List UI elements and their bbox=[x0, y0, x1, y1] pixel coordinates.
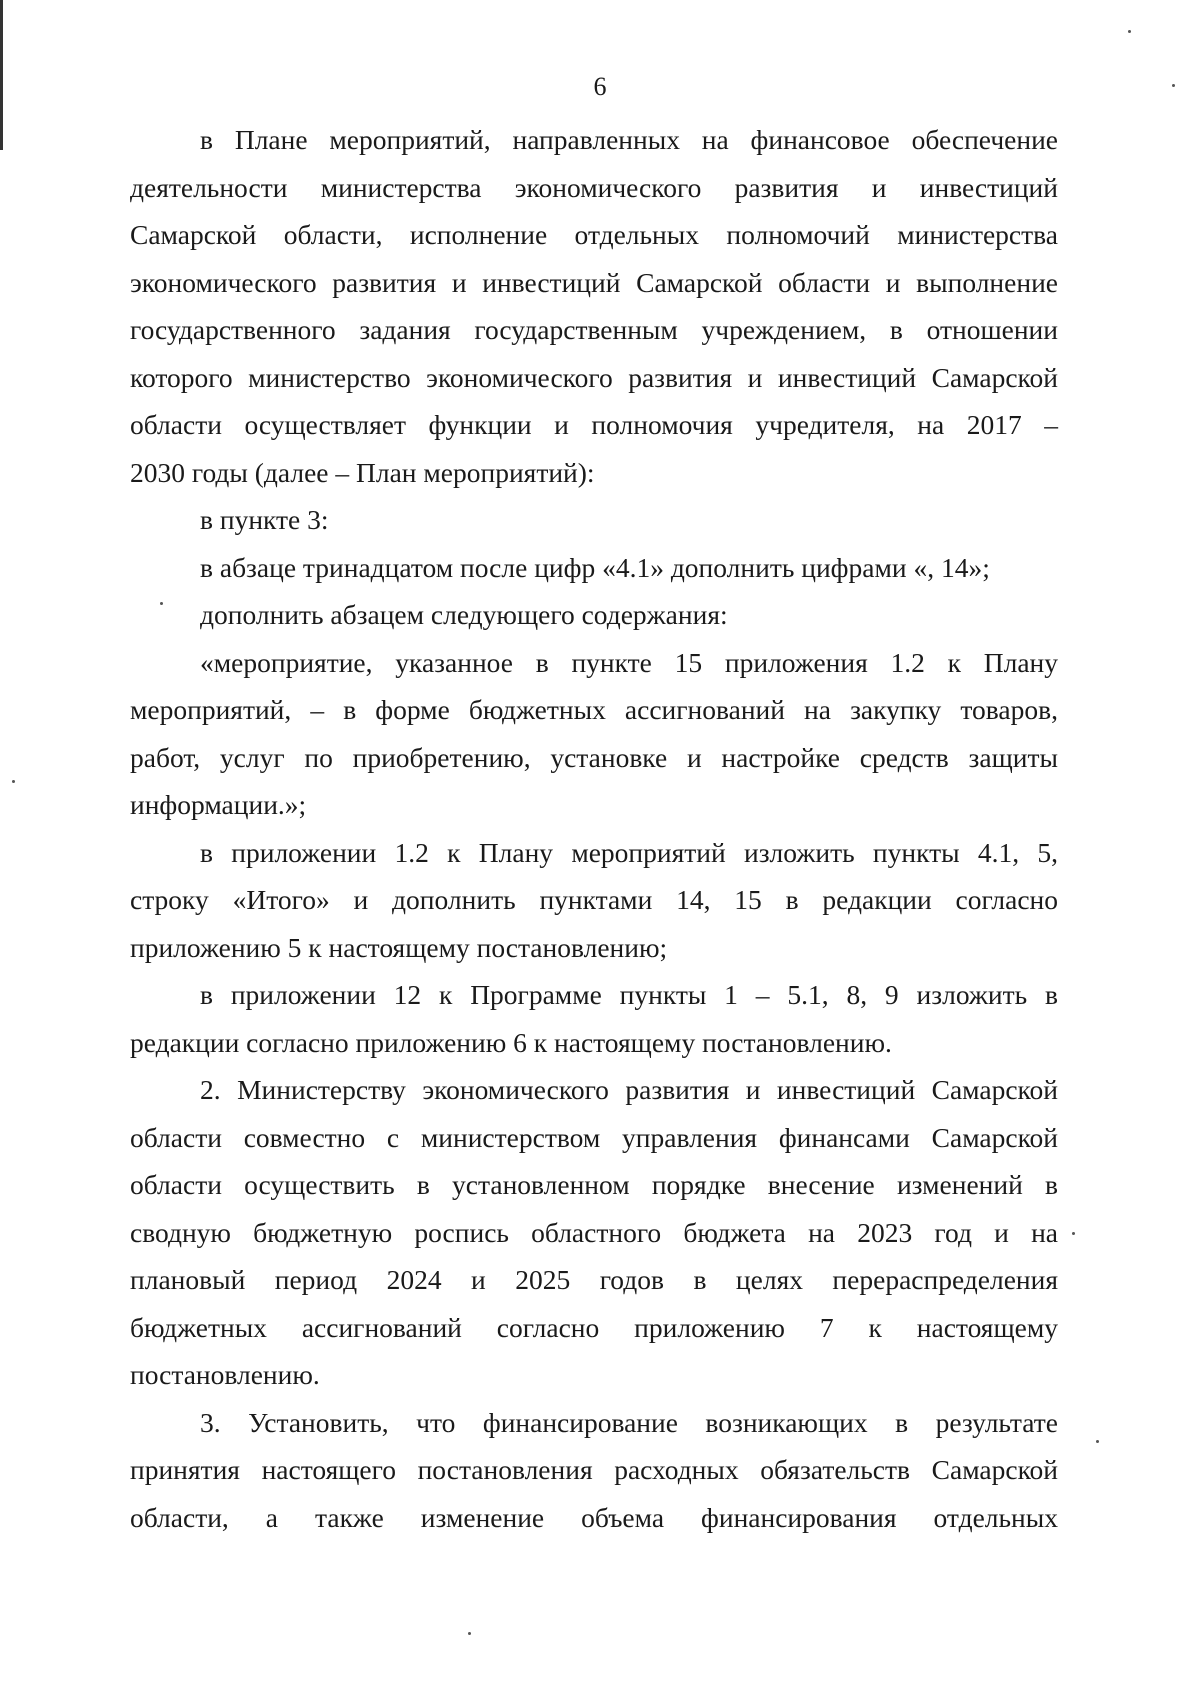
document-body bbox=[130, 116, 1058, 1541]
paragraph-point-3 bbox=[130, 496, 1058, 544]
scan-speck bbox=[1072, 1232, 1075, 1235]
text-line: области совместно с министерством управления финансами Самарской bbox=[130, 1121, 1058, 1153]
text-line: в приложении 12 к Программе пункты 1 – 5.1, 8, 9 изложить в bbox=[200, 979, 1058, 1010]
text-line: приложению 5 к настоящему постановлению; bbox=[130, 931, 668, 963]
text-line: 3. Установить, что финансирование возникающих в результате bbox=[200, 1406, 1058, 1438]
text-line: области, а также изменение объема финансирования отдельных bbox=[130, 1501, 1058, 1533]
text-line: области осуществить в установленном порядке внесение изменений в bbox=[130, 1169, 1058, 1200]
text-line: работ, услуг по приобретению, установке и настройке средств защиты bbox=[130, 741, 1058, 773]
text-line: экономического развития и инвестиций Самарской области и выполнение bbox=[130, 266, 1058, 298]
page-number: 6 bbox=[593, 72, 607, 101]
text-line: 2030 годы (далее – План мероприятий): bbox=[130, 456, 595, 488]
text-line: деятельности министерства экономического развития и инвестиций bbox=[130, 171, 1058, 203]
text-line: информации.»; bbox=[130, 789, 307, 820]
paragraph-appendix-1-2 bbox=[130, 829, 1058, 972]
text-line: дополнить абзацем следующего содержания: bbox=[200, 599, 728, 630]
paragraph-plan bbox=[130, 116, 1058, 496]
text-line: в пункте 3: bbox=[200, 504, 329, 535]
text-line: строку «Итого» и дополнить пунктами 14, 15 в редакции согласно bbox=[130, 884, 1058, 915]
paragraph-appendix-12 bbox=[130, 971, 1058, 1066]
text-line: в Плане мероприятий, направленных на финансовое обеспечение bbox=[200, 124, 1058, 155]
text-line: сводную бюджетную роспись областного бюджета на 2023 год и на bbox=[130, 1216, 1058, 1248]
scan-speck bbox=[1096, 1440, 1099, 1443]
text-line: постановлению. bbox=[130, 1359, 320, 1390]
paragraph-item-3 bbox=[130, 1399, 1058, 1542]
text-line: которого министерство экономического развития и инвестиций Самарской bbox=[130, 361, 1058, 393]
text-line: области осуществляет функции и полномочия учредителя, на 2017 – bbox=[130, 409, 1058, 440]
scan-speck bbox=[468, 1632, 471, 1635]
text-line: принятия настоящего постановления расходных обязательств Самарской bbox=[130, 1454, 1058, 1485]
paragraph-paragraph-13 bbox=[130, 544, 1058, 592]
text-line: Самарской области, исполнение отдельных полномочий министерства bbox=[130, 219, 1058, 250]
text-line: «мероприятие, указанное в пункте 15 приложения 1.2 к Плану bbox=[200, 646, 1058, 678]
text-line: 2. Министерству экономического развития и инвестиций Самарской bbox=[200, 1074, 1058, 1105]
paragraph-quote bbox=[130, 639, 1058, 829]
paragraph-item-2 bbox=[130, 1066, 1058, 1399]
text-line: редакции согласно приложению 6 к настоящему постановлению. bbox=[130, 1026, 892, 1058]
text-line: плановый период 2024 и 2025 годов в целях перераспределения bbox=[130, 1264, 1058, 1295]
scan-speck bbox=[12, 780, 15, 783]
text-line: в абзаце тринадцатом после цифр «4.1» дополнить цифрами «, 14»; bbox=[200, 551, 990, 583]
paragraph-add-paragraph bbox=[130, 591, 1058, 639]
text-line: бюджетных ассигнований согласно приложению 7 к настоящему bbox=[130, 1311, 1058, 1343]
text-line: мероприятий, – в форме бюджетных ассигнований на закупку товаров, bbox=[130, 694, 1058, 725]
text-line: в приложении 1.2 к Плану мероприятий изложить пункты 4.1, 5, bbox=[200, 836, 1058, 868]
scan-speck bbox=[1128, 30, 1131, 33]
text-line: государственного задания государственным учреждением, в отношении bbox=[130, 314, 1058, 345]
